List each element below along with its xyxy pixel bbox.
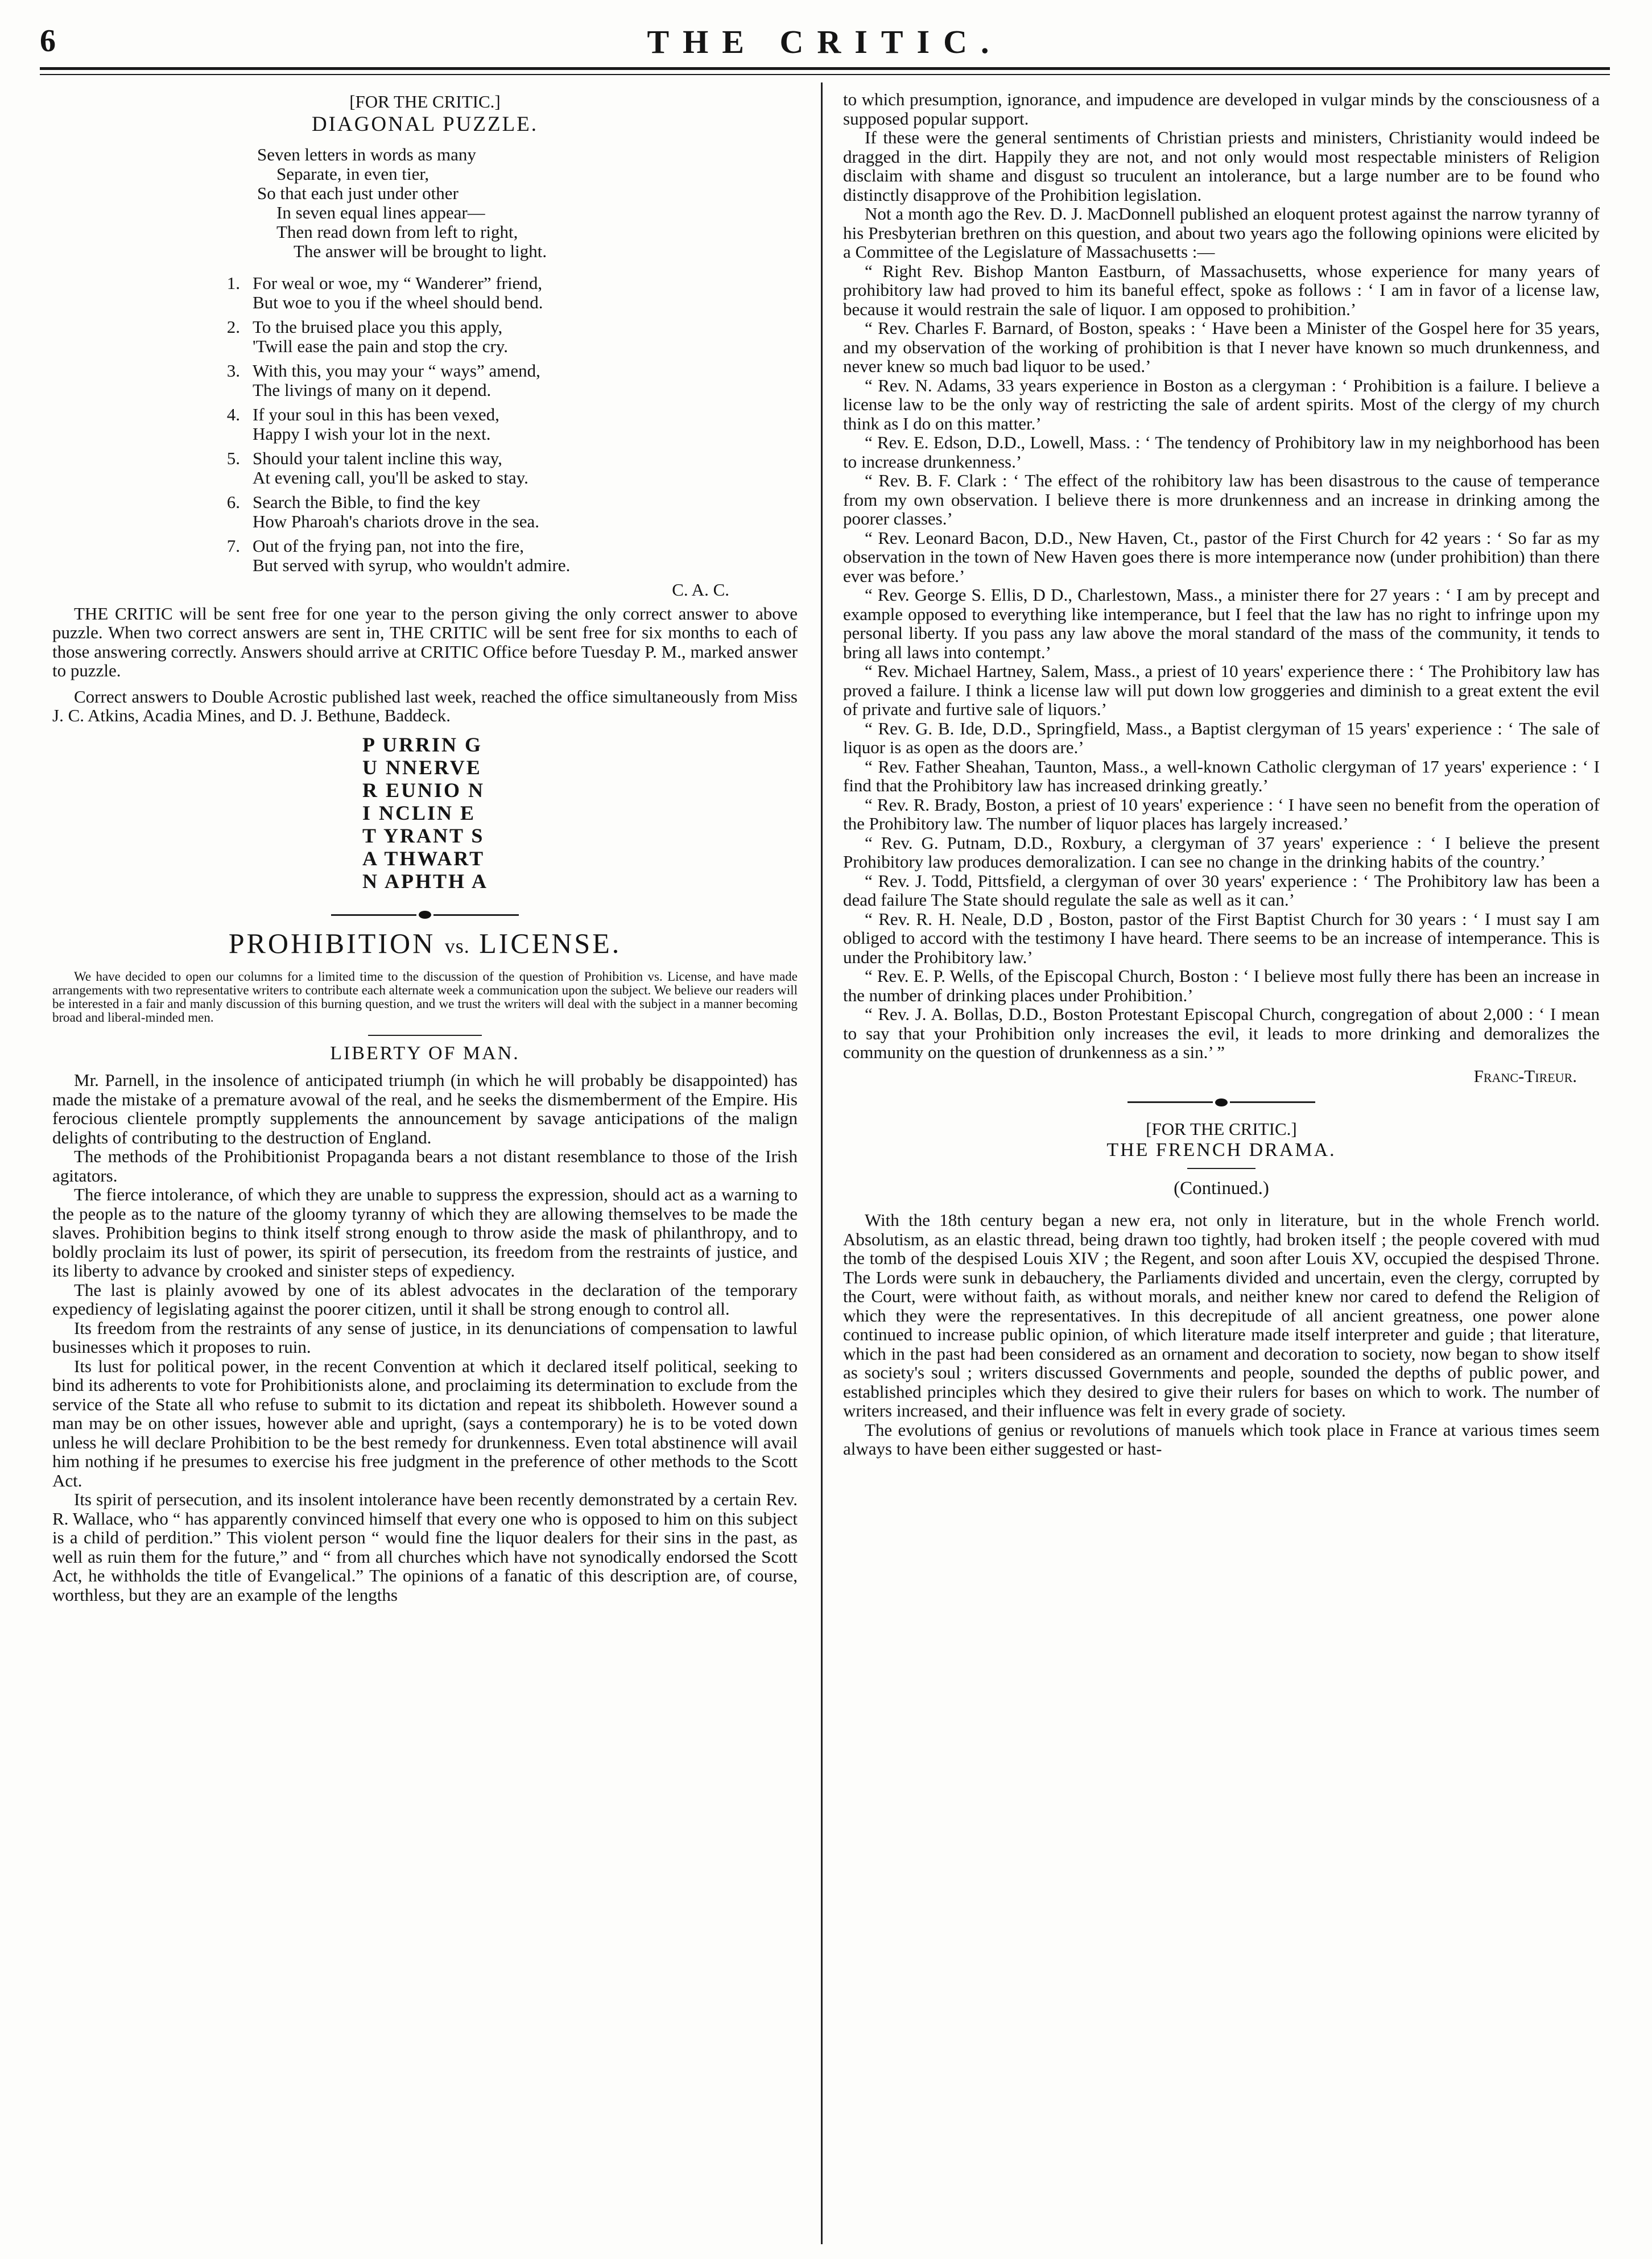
prohibition-heading — [52, 927, 798, 959]
article-paragraph: Its spirit of persecution, and its insolent intolerance have been recently demonstrated by a certain Rev. R. Wallace, who “ has apparently convinced himself that every one who is opposed to him on this subject is a child of perdition.” This violent person “ would fine the liquor dealers for their sins in the past, as well as ruin them for the future,” and “ from all churches which have not synodically endorsed the Scott Act, he withholds the title of Evangelical.” The opinions of a fanatic of this description are, of course, worthless, but they are an example of the lengths — [52, 1489, 798, 1605]
riddle-line: Should your talent incline this way, — [253, 448, 502, 468]
riddle-item — [52, 405, 798, 443]
poem-line: In seven equal lines appear— — [276, 203, 485, 222]
page-number: 6 — [40, 23, 56, 59]
puzzle-signature: C. A. C. — [672, 580, 729, 600]
quote-paragraph: “ Rev. Michael Hartney, Salem, Mass., a priest of 10 years' experience there : ‘ The Prohibitory law has proved a failure. I think a license law will put down low groggeries and diminish to a great extent the evil of private and furtive sale of liquors.’ — [843, 661, 1600, 719]
article-paragraph: The methods of the Prohibitionist Propaganda bears a not distant resemblance to those of the Irish agitators. — [52, 1146, 798, 1186]
riddle-line: Search the Bible, to find the key — [253, 492, 481, 512]
riddle-item — [52, 493, 798, 531]
riddle-number: 2. — [226, 317, 240, 337]
riddle-number: 6. — [226, 492, 240, 512]
ornament-divider — [843, 1091, 1600, 1110]
acrostic-line: T YRANT S — [362, 824, 485, 847]
puzzle-notice: THE CRITIC will be sent free for one year to the person giving the only correct answer to above puzzle. When two correct answers are sent in, THE CRITIC will be sent free for six months to each of those answering correctly. Answers should arrive at CRITIC Office before Tuesday P. M., marked answer to puzzle. — [52, 603, 798, 680]
riddle-line: How Pharoah's chariots drove in the sea. — [253, 511, 540, 531]
quote-paragraph: “ Rev. Father Sheahan, Taunton, Mass., a well-known Catholic clergyman of 17 years' experience : ‘ I find that the Prohibitory law has increased drinking greatly.’ — [843, 756, 1600, 795]
acrostic-answer — [362, 733, 798, 893]
header-rule-thick — [40, 67, 1610, 70]
riddle-number: 1. — [226, 273, 240, 293]
riddle-number: 7. — [226, 536, 240, 556]
acrostic-line: A THWART — [362, 846, 485, 870]
quote-paragraph: “ Right Rev. Bishop Manton Eastburn, of Massachusetts, whose experience for many years of prohibitory law had proved to him its baneful effect, spoke as follows : ‘ I am in favor of a license law, because it would restrain the sale of liquor. I am opposed to prohibition.’ — [843, 261, 1600, 319]
article-paragraph: Not a month ago the Rev. D. J. MacDonnell published an eloquent protest against the narrow tyranny of his Presbyterian brethren on this question, and about two years ago the following opinions were elicited by a Committee of the Legislature of Massachusetts :— — [843, 204, 1600, 262]
riddle-line: To the bruised place you this apply, — [253, 317, 503, 337]
riddle-item — [52, 317, 798, 356]
riddle-number: 4. — [226, 404, 240, 424]
quote-paragraph: “ Rev. George S. Ellis, D D., Charlestown, Mass., a minister there for 27 years : ‘ I am by precept and example opposed to everything like intemperance, but I feel that the law has no right to infringe upon my personal liberty. If you pass any law above the moral standard of the mass of the community, it tends to bring all laws into contempt.’ — [843, 585, 1600, 662]
quote-paragraph: “ Rev. R. H. Neale, D.D , Boston, pastor of the First Baptist Church for 30 years : ‘ I must say I am obliged to accord with the testimony I have heard. There seems to be an increase of intemperance. This is under the Prohibitory law.’ — [843, 908, 1600, 967]
quote-paragraph: “ Rev. J. A. Bollas, D.D., Boston Protestant Episcopal Church, congregation of about 2,000 : ‘ I mean to say that your Prohibition only increases the evil, it leads to more drinking and demoralizes the community on the question of drunkenness as a sin.’ ” — [843, 1004, 1600, 1062]
puzzle-poem — [257, 145, 798, 261]
page-header — [40, 23, 1610, 63]
quote-paragraph: “ Rev. E. P. Wells, of the Episcopal Church, Boston : ‘ I believe most fully there has been an increase in the number of drinking places under Prohibition.’ — [843, 966, 1600, 1005]
short-rule — [1187, 1168, 1255, 1169]
acrostic-line: N APHTH A — [362, 869, 489, 893]
puzzle-title: DIAGONAL PUZZLE. — [311, 112, 539, 136]
article-paragraph: The last is plainly avowed by one of its ablest advocates in the declaration of the temporary expediency of legislating against the poorer citizen, until it shall be strong enough to control all. — [52, 1279, 798, 1319]
article-signature: Franc-Tireur. — [1473, 1066, 1577, 1086]
acrostic-line: I NCLIN E — [362, 801, 476, 824]
riddle-line: Out of the frying pan, not into the fire, — [253, 536, 524, 556]
riddle-number: 3. — [226, 361, 240, 381]
article-paragraph: Its lust for political power, in the recent Convention at which it declared itself political, seeking to bind its adherents to vote for Prohibitionists alone, and proclaiming its determination to exclude from the service of the State all who refuse to submit to its dictation and repeat its shibboleth. However sound a man may be on other issues, however able and upright, (says a contemporary) he is to be voted down unless he will declare Prohibition to be the best remedy for drunkenness. Even total abstinence will avail him nothing if he presumes to exercise his free judgment in the preference of other methods to the Scott Act. — [52, 1356, 798, 1490]
acrostic-line: P URRIN G — [362, 733, 483, 756]
quote-paragraph: “ Rev. Leonard Bacon, D.D., New Haven, Ct., pastor of the First Church for 42 years : ‘ So far as my observation in the town of New Haven goes there is more intemperance now (under prohibition) than there ever was before.’ — [843, 527, 1600, 586]
liberty-title: LIBERTY OF MAN. — [330, 1042, 520, 1064]
article-paragraph: The fierce intolerance, of which they are unable to suppress the expression, should act as a warning to the people as to the nature of the gloomy tyranny of which they are allowing themselves to be made the slaves. Prohibition begins to think itself strong enough to throw aside the mask of philanthropy, and to boldly proclaim its lust of power, its spirit of persecution, its freedom from the restraints of justice, and its liberty to advance by crooked and sinister steps of expediency. — [52, 1184, 798, 1281]
quote-paragraph: “ Rev. G. B. Ide, D.D., Springfield, Mass., a Baptist clergyman of 15 years' experience : ‘ The sale of liquor is as open as the doors are.’ — [843, 718, 1600, 757]
riddle-number: 5. — [226, 448, 240, 468]
article-paragraph: If these were the general sentiments of Christian priests and ministers, Christianity would indeed be dragged in the dirt. Happily they are not, and not only would most respectable ministers of Religion disclaim with shame and disgust so truculent an intolerance, but a large number are to be found who distinctly disapprove of the Prohibition legislation. — [843, 127, 1600, 205]
quote-paragraph: “ Rev. B. F. Clark : ‘ The effect of the rohibitory law has been disastrous to the cause of temperance from my own observation. I believe there is more drunkenness and an increase in drinking among the poorer classes.’ — [843, 470, 1600, 528]
drama-title: THE FRENCH DRAMA. — [1106, 1139, 1336, 1161]
quote-paragraph: “ Rev. G. Putnam, D.D., Roxbury, a clergyman of 37 years' experience : ‘ I believe the present Prohibitory law produces demoralization. I can see no change in the drinking habits of the country.’ — [843, 832, 1600, 872]
riddle-line: 'Twill ease the pain and stop the cry. — [253, 336, 509, 356]
riddle-line: At evening call, you'll be asked to stay. — [253, 467, 528, 488]
acrostic-line: U NNERVE — [362, 755, 482, 779]
ornament-divider — [52, 904, 798, 923]
riddle-list — [52, 274, 798, 575]
short-rule — [368, 1035, 482, 1036]
prohibition-heading-word: LICENSE. — [479, 927, 622, 959]
right-column — [843, 90, 1600, 2246]
riddle-line: But served with syrup, who wouldn't admire. — [253, 555, 571, 575]
riddle-item — [52, 536, 798, 575]
prohibition-heading-vs: vs. — [444, 935, 470, 957]
riddle-item — [52, 449, 798, 487]
quote-paragraph: “ Rev. E. Edson, D.D., Lowell, Mass. : ‘ The tendency of Prohibitory law in my neighborhood has been to increase drunkenness.’ — [843, 432, 1600, 472]
prohibition-heading-word: PROHIBITION — [228, 927, 436, 959]
editor-note: We have decided to open our columns for a limited time to the discussion of the question of Prohibition vs. License, and have made arrangements with two representative writers to contribute each alternate week a communication upon the subject. We believe our readers will be interested in a fair and manly discussion of this burning question, and we trust the writers will deal with the subject in a manner becoming broad and liberal-minded men. — [52, 969, 798, 1025]
acrostic-line: R EUNIO N — [362, 778, 485, 802]
article-paragraph: With the 18th century began a new era, not only in literature, but in the whole French world. Absolutism, as an elastic thread, being drawn too tightly, had broken itself ; the people covered with mud the tomb of the despised Louis XIV ; the Regent, and soon after Louis XV, occupied the despised Throne. The Lords were sunk in debauchery, the Parliaments divided and uncertain, even the clergy, corrupted by the Court, were without faith, as without morals, and neither knew nor cared to defend the Religion of which they were the representatives. In this decrepitude of all ancient greatness, one power alone continued to increase public opinion, of which literature made itself interpreter and guide ; that literature, which in the past had been considered as an ornament and decoration to society, now began to show itself as society's soul ; writers discussed Governments and people, sounded the depths of public power, and established principles which they desired to give their rulers for bases on which to work. The number of writers increased, and their influence was felt in every grade of society. — [843, 1210, 1600, 1420]
riddle-line: Happy I wish your lot in the next. — [253, 423, 491, 444]
riddle-item — [52, 274, 798, 312]
header-rule-thin — [40, 74, 1610, 75]
column-divider — [821, 82, 823, 2244]
poem-line: The answer will be brought to light. — [294, 241, 547, 261]
poem-line: So that each just under other — [257, 183, 459, 203]
article-paragraph: to which presumption, ignorance, and impudence are developed in vulgar minds by the consciousness of a supposed popular support. — [843, 90, 1600, 129]
riddle-line: If your soul in this has been vexed, — [253, 404, 499, 424]
quote-paragraph: “ Rev. N. Adams, 33 years experience in Boston as a clergyman : ‘ Prohibition is a failure. I believe a license law to be the only way of restricting the sale of ardent spirits. Most of the clergy of my church think as I do on this matter.’ — [843, 375, 1600, 433]
quote-paragraph: “ Rev. R. Brady, Boston, a priest of 10 years' experience : ‘ I have seen no benefit from the operation of the Prohibitory law. The number of liquor places has largely increased.’ — [843, 794, 1600, 833]
poem-line: Then read down from left to right, — [276, 222, 518, 242]
quote-paragraph: “ Rev. Charles F. Barnard, of Boston, speaks : ‘ Have been a Minister of the Gospel here for 35 years, and my observation of the working of prohibition is that I never have known so much drunkenness, and never knew so much bad liquor to be used.’ — [843, 318, 1600, 376]
article-paragraph: Its freedom from the restraints of any sense of justice, in its denunciations of compensation to lawful businesses which it proposes to ruin. — [52, 1318, 798, 1357]
continued-label: (Continued.) — [1174, 1178, 1269, 1199]
article-paragraph: The evolutions of genius or revolutions of manuels which took place in France at various times seem always to have been either suggested or hast- — [843, 1419, 1600, 1459]
drama-tag: [FOR THE CRITIC.] — [1146, 1118, 1297, 1139]
riddle-item — [52, 361, 798, 399]
quote-paragraph: “ Rev. J. Todd, Pittsfield, a clergyman of over 30 years' experience : ‘ The Prohibitory law has been a dead failure The State should regulate the sale as well as it can.’ — [843, 870, 1600, 910]
answers-notice: Correct answers to Double Acrostic published last week, reached the office simultaneously from Miss J. C. Atkins, Acadia Mines, and D. J. Bethune, Baddeck. — [52, 686, 798, 725]
puzzle-tag: [FOR THE CRITIC.] — [349, 92, 501, 111]
article-paragraph: Mr. Parnell, in the insolence of anticipated triumph (in which he will probably be disappointed) has made the mistake of a premature avowal of the real, and he seeks the dismemberment of the Empire. His ferocious clientele promptly supplements the announcement by savage anticipations of the malign delights of contributing to the destruction of England. — [52, 1070, 798, 1147]
poem-line: Seven letters in words as many — [257, 144, 476, 164]
riddle-line: For weal or woe, my “ Wanderer” friend, — [253, 273, 543, 293]
riddle-line: But woe to you if the wheel should bend. — [253, 292, 543, 312]
masthead: THE CRITIC. — [647, 23, 1003, 60]
riddle-line: The livings of many on it depend. — [253, 379, 492, 400]
left-column — [52, 90, 798, 2246]
riddle-line: With this, you may your “ ways” amend, — [253, 361, 540, 381]
poem-line: Separate, in even tier, — [276, 164, 429, 184]
